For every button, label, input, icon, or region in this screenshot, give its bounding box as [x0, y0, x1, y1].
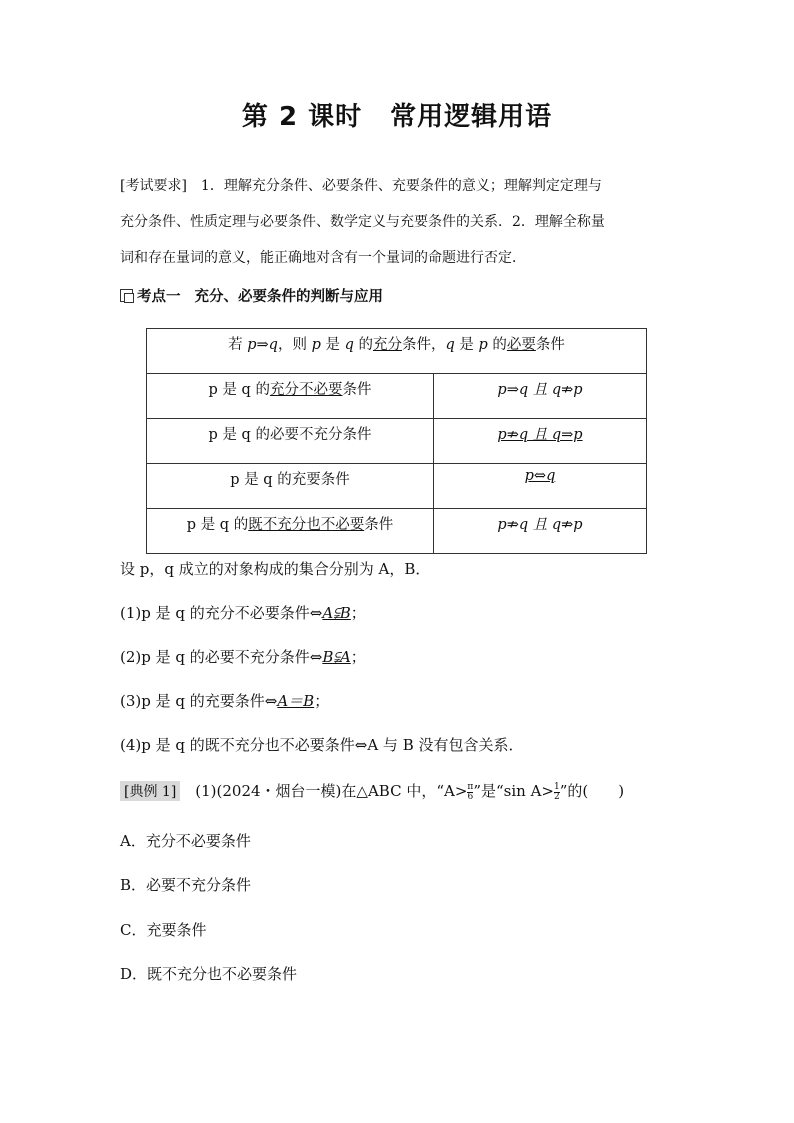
- table-cell-logic: p⇔q: [434, 464, 647, 509]
- conditions-table: [146, 328, 647, 554]
- table-cell-condition: p 是 q 的充要条件: [147, 464, 434, 509]
- sets-intro: 设 p，q 成立的对象构成的集合分别为 A，B．: [120, 560, 431, 578]
- section-title: 充分、必要条件的判断与应用: [194, 289, 383, 305]
- table-row: [147, 374, 647, 419]
- requirements-line: 充分条件、性质定理与必要条件、数学定义与充要条件的关系．2．理解全称量: [120, 214, 605, 230]
- option-c: C．充要条件: [120, 921, 207, 939]
- requirements-line: [考试要求] 1．理解充分条件、必要条件、充要条件的意义；理解判定定理与: [120, 178, 602, 194]
- option-a: A．充分不必要条件: [120, 832, 251, 850]
- table-cell-logic: p⇏q 且 q⇒p: [434, 419, 647, 464]
- example-tag: [典例 1]: [120, 781, 180, 801]
- sets-item-4: (4)p 是 q 的既不充分也不必要条件⇔A 与 B 没有包含关系．: [120, 736, 524, 754]
- table-header-row: [147, 329, 647, 374]
- sets-item-1: (1)p 是 q 的充分不必要条件⇔A⫋B；: [120, 604, 366, 622]
- table-row: [147, 419, 647, 464]
- title-lesson: 第 2 课时: [241, 102, 363, 132]
- example-question: [典例 1] (1)(2024・烟台一模)在△ABC 中，“A> $\frac{\pi}{6}$ ”是“sin A> $\frac{1}{2}$ ”的( ): [120, 780, 680, 802]
- option-d: D．既不充分也不必要条件: [120, 965, 298, 983]
- table-cell-logic: p⇏q 且 q⇏p: [434, 509, 647, 554]
- section-label: 考点一: [137, 289, 181, 305]
- title-topic: 常用逻辑用语: [390, 102, 553, 132]
- table-row: [147, 509, 647, 554]
- exam-requirements: [120, 168, 680, 276]
- page-title: [0, 96, 794, 133]
- table-cell-condition: p 是 q 的必要不充分条件: [147, 419, 434, 464]
- table-row: [147, 464, 647, 509]
- option-b: B．必要不充分条件: [120, 876, 252, 894]
- table-cell-logic: p⇒q 且 q⇏p: [434, 374, 647, 419]
- table-cell-condition: p 是 q 的充分不必要条件: [147, 374, 434, 419]
- fraction: $\frac{1}{2}$: [554, 781, 560, 802]
- sets-item-2: (2)p 是 q 的必要不充分条件⇔B⫋A；: [120, 648, 366, 666]
- table-cell-condition: p 是 q 的既不充分也不必要条件: [147, 509, 434, 554]
- sets-item-3: (3)p 是 q 的充要条件⇔A＝B；: [120, 692, 330, 710]
- section-heading: [120, 285, 383, 306]
- section-box-icon: [120, 289, 133, 302]
- fraction: $\frac{\pi}{6}$: [467, 781, 474, 802]
- table-header-cell: 若 p⇒q，则 p 是 q 的充分条件，q 是 p 的必要条件: [147, 329, 647, 374]
- requirements-line: 词和存在量词的意义，能正确地对含有一个量词的命题进行否定．: [120, 250, 526, 266]
